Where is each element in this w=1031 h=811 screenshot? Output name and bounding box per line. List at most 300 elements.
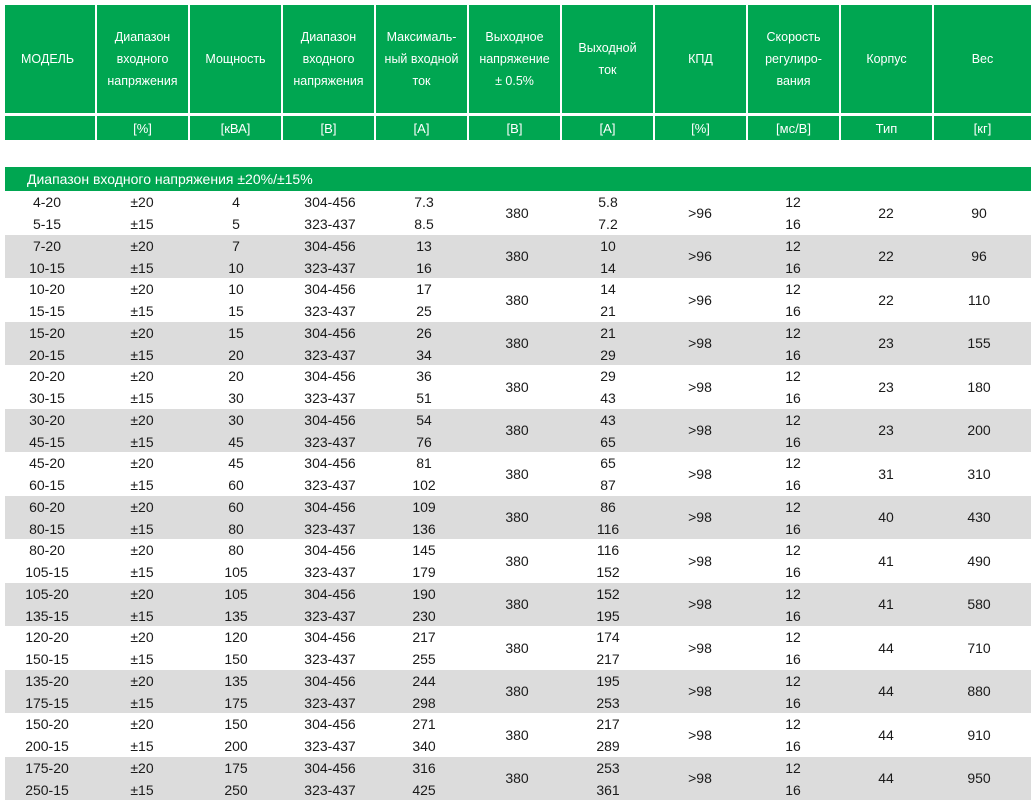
cell-vin-line: 323-437: [304, 216, 356, 232]
cell-iout: [578, 713, 638, 757]
column-unit-range: [%]: [97, 116, 188, 140]
cell-range: [102, 322, 182, 366]
cell-iout-line: 152: [596, 564, 620, 580]
cell-model: [2, 235, 92, 279]
cell-iout: [578, 496, 638, 540]
cell-case: 22: [878, 248, 894, 265]
cell-speed-line: 12: [785, 194, 801, 210]
cell-iout-line: 174: [596, 629, 620, 645]
cell-imax-line: 316: [412, 759, 436, 776]
cell-imax: [394, 496, 454, 540]
cell-iout-line: 43: [600, 390, 616, 406]
cell-model: [2, 365, 92, 409]
table-header: [0, 0, 1031, 146]
cell-eff: >98: [688, 509, 712, 526]
column-unit-weight: [кг]: [934, 116, 1031, 140]
cell-weight: 950: [967, 770, 991, 787]
cell-iout-line: 5.8: [598, 194, 618, 210]
cell-imax: [394, 670, 454, 714]
cell-iout-line: 253: [596, 694, 620, 711]
cell-power-line: 30: [228, 411, 244, 428]
cell-model: [2, 452, 92, 496]
cell-eff: >96: [688, 248, 712, 265]
cell-imax: [394, 191, 454, 235]
cell-vin: [280, 670, 380, 714]
table-row: [5, 191, 1031, 235]
table-row: [5, 235, 1031, 279]
cell-vin-line: 304-456: [304, 281, 356, 297]
cell-speed: [758, 278, 828, 322]
cell-power-line: 120: [224, 629, 248, 645]
column-header-label-line: ± 0.5%: [495, 74, 534, 88]
cell-range: [102, 539, 182, 583]
cell-vin-line: 304-456: [304, 759, 356, 776]
cell-model: [2, 583, 92, 627]
cell-range-line: ±15: [130, 390, 154, 406]
cell-speed-line: 16: [785, 433, 801, 450]
column-header-iout: [562, 5, 653, 113]
cell-vin-line: 304-456: [304, 411, 356, 428]
cell-model: [2, 409, 92, 453]
cell-range: [102, 191, 182, 235]
cell-model: [2, 713, 92, 757]
cell-vin-line: 323-437: [304, 477, 356, 493]
cell-model-line: 150-15: [25, 651, 69, 667]
cell-iout: [578, 278, 638, 322]
cell-iout-line: 29: [600, 346, 616, 363]
cell-power-line: 15: [228, 324, 244, 341]
table-row: [5, 452, 1031, 496]
cell-model: [2, 670, 92, 714]
cell-range-line: ±20: [130, 324, 154, 341]
cell-power-line: 150: [224, 716, 248, 732]
cell-iout: [578, 626, 638, 670]
cell-iout: [578, 322, 638, 366]
cell-imax-line: 51: [416, 390, 432, 406]
cell-iout-line: 86: [600, 498, 616, 515]
cell-imax: [394, 757, 454, 801]
cell-range-line: ±20: [130, 716, 154, 732]
cell-speed-line: 12: [785, 455, 801, 471]
cell-power: [201, 452, 271, 496]
cell-vout: 380: [505, 509, 529, 526]
cell-weight: 310: [967, 465, 991, 482]
column-header-model: [5, 5, 95, 113]
cell-range-line: ±20: [130, 629, 154, 645]
column-header-speed: [748, 5, 839, 113]
column-header-label-line: Вес: [971, 52, 994, 66]
cell-imax-line: 36: [416, 368, 432, 384]
cell-iout-line: 195: [596, 672, 620, 689]
cell-imax-line: 7.3: [414, 194, 434, 210]
cell-range: [102, 757, 182, 801]
cell-weight: 180: [967, 378, 991, 395]
table-row: [5, 670, 1031, 714]
cell-weight: 880: [967, 683, 991, 700]
cell-speed: [758, 191, 828, 235]
cell-case: 31: [878, 465, 894, 482]
column-header-label-line: вания: [776, 74, 811, 88]
cell-range: [102, 235, 182, 279]
cell-imax-line: 34: [416, 346, 432, 363]
cell-iout-line: 217: [596, 716, 620, 732]
table-row: [5, 713, 1031, 757]
cell-power: [201, 670, 271, 714]
cell-eff: >96: [688, 204, 712, 221]
cell-case: 44: [878, 770, 894, 787]
cell-range: [102, 365, 182, 409]
cell-case: 44: [878, 683, 894, 700]
cell-vin: [280, 539, 380, 583]
cell-vout: 380: [505, 422, 529, 439]
cell-vin: [280, 409, 380, 453]
cell-vout: 380: [505, 204, 529, 221]
cell-model-line: 30-15: [29, 390, 65, 406]
cell-iout: [578, 539, 638, 583]
cell-range: [102, 278, 182, 322]
cell-vin-line: 323-437: [304, 520, 356, 537]
cell-model: [2, 278, 92, 322]
cell-vin-line: 304-456: [304, 629, 356, 645]
cell-power-line: 80: [228, 542, 244, 558]
cell-speed-line: 12: [785, 237, 801, 254]
cell-vin-line: 323-437: [304, 433, 356, 450]
column-header-eff: [655, 5, 746, 113]
cell-range-line: ±15: [130, 520, 154, 537]
cell-power-line: 135: [224, 607, 248, 624]
column-header-case: [841, 5, 932, 113]
cell-speed: [758, 452, 828, 496]
cell-model-line: 150-20: [25, 716, 69, 732]
cell-imax: [394, 322, 454, 366]
cell-speed-line: 12: [785, 629, 801, 645]
cell-power-line: 30: [228, 390, 244, 406]
section-title: Диапазон входного напряжения ±20%/±15%: [5, 167, 1031, 191]
cell-power: [201, 278, 271, 322]
column-header-label-line: Выходное: [485, 30, 544, 44]
cell-model-line: 135-15: [25, 607, 69, 624]
cell-weight: 490: [967, 552, 991, 569]
table-row: [5, 626, 1031, 670]
cell-imax-line: 425: [412, 781, 436, 798]
cell-iout: [578, 365, 638, 409]
cell-eff: >98: [688, 422, 712, 439]
cell-vin-line: 323-437: [304, 738, 356, 754]
cell-speed-line: 16: [785, 651, 801, 667]
cell-vin: [280, 365, 380, 409]
column-header-label-line: напряжение: [479, 52, 550, 66]
cell-power-line: 20: [228, 368, 244, 384]
cell-model-line: 60-15: [29, 477, 65, 493]
cell-power-line: 60: [228, 477, 244, 493]
cell-weight: 96: [971, 248, 987, 265]
cell-imax: [394, 235, 454, 279]
cell-power: [201, 191, 271, 235]
cell-speed-line: 16: [785, 607, 801, 624]
column-header-label-line: напряжения: [293, 74, 364, 88]
cell-speed-line: 16: [785, 520, 801, 537]
cell-imax: [394, 713, 454, 757]
cell-power-line: 15: [228, 303, 244, 319]
cell-power-line: 105: [224, 564, 248, 580]
cell-imax: [394, 452, 454, 496]
cell-vin-line: 304-456: [304, 237, 356, 254]
cell-range-line: ±20: [130, 411, 154, 428]
cell-imax-line: 102: [412, 477, 436, 493]
cell-vout: 380: [505, 596, 529, 613]
cell-speed: [758, 365, 828, 409]
cell-vin: [280, 452, 380, 496]
cell-model: [2, 191, 92, 235]
cell-weight: 910: [967, 726, 991, 743]
cell-vin-line: 304-456: [304, 498, 356, 515]
cell-model-line: 30-20: [29, 411, 65, 428]
cell-speed: [758, 496, 828, 540]
cell-vin: [280, 322, 380, 366]
cell-range-line: ±20: [130, 585, 154, 602]
cell-speed-line: 12: [785, 759, 801, 776]
cell-model: [2, 539, 92, 583]
cell-power-line: 20: [228, 346, 244, 363]
column-header-label-line: входного: [302, 52, 355, 66]
cell-vin-line: 323-437: [304, 607, 356, 624]
cell-speed-line: 12: [785, 498, 801, 515]
column-header-label-line: Выходной: [578, 41, 637, 55]
cell-speed-line: 16: [785, 390, 801, 406]
cell-vin-line: 323-437: [304, 346, 356, 363]
column-header-range: [97, 5, 188, 113]
cell-model: [2, 757, 92, 801]
cell-vout: 380: [505, 639, 529, 656]
cell-imax-line: 298: [412, 694, 436, 711]
cell-speed-line: 16: [785, 303, 801, 319]
cell-vout: 380: [505, 726, 529, 743]
cell-iout: [578, 583, 638, 627]
cell-iout-line: 152: [596, 585, 620, 602]
cell-range-line: ±15: [130, 607, 154, 624]
cell-imax: [394, 583, 454, 627]
cell-iout-line: 29: [600, 368, 616, 384]
cell-vin: [280, 713, 380, 757]
cell-case: 40: [878, 509, 894, 526]
table-row: [5, 539, 1031, 583]
cell-speed: [758, 322, 828, 366]
cell-model-line: 20-15: [29, 346, 65, 363]
column-header-label-line: Скорость: [766, 30, 821, 44]
cell-vin-line: 323-437: [304, 390, 356, 406]
cell-speed: [758, 235, 828, 279]
column-unit-vin: [В]: [283, 116, 374, 140]
column-header-label-line: входного: [116, 52, 169, 66]
cell-power: [201, 322, 271, 366]
cell-range-line: ±15: [130, 216, 154, 232]
cell-vin: [280, 191, 380, 235]
cell-power-line: 200: [224, 738, 248, 754]
cell-weight: 155: [967, 335, 991, 352]
cell-speed-line: 16: [785, 781, 801, 798]
cell-weight: 200: [967, 422, 991, 439]
cell-vin: [280, 278, 380, 322]
column-header-label-line: напряжения: [107, 74, 178, 88]
cell-vin-line: 304-456: [304, 716, 356, 732]
cell-imax-line: 81: [416, 455, 432, 471]
cell-speed-line: 16: [785, 738, 801, 754]
cell-power: [201, 583, 271, 627]
cell-speed: [758, 713, 828, 757]
cell-iout-line: 10: [600, 237, 616, 254]
cell-vin-line: 304-456: [304, 585, 356, 602]
cell-model-line: 45-20: [29, 455, 65, 471]
cell-case: 23: [878, 422, 894, 439]
cell-weight: 580: [967, 596, 991, 613]
cell-speed-line: 16: [785, 216, 801, 232]
column-header-imax: [376, 5, 467, 113]
cell-imax-line: 25: [416, 303, 432, 319]
cell-weight: 110: [967, 291, 991, 308]
cell-speed-line: 12: [785, 585, 801, 602]
cell-vin-line: 323-437: [304, 651, 356, 667]
cell-power-line: 105: [224, 585, 248, 602]
column-header-label-line: ный входной: [384, 52, 459, 66]
column-header-label-line: Мощность: [205, 52, 266, 66]
cell-range: [102, 670, 182, 714]
cell-range-line: ±15: [130, 651, 154, 667]
cell-vout: 380: [505, 770, 529, 787]
cell-eff: >98: [688, 465, 712, 482]
cell-speed-line: 12: [785, 716, 801, 732]
cell-vout: 380: [505, 335, 529, 352]
cell-imax-line: 109: [412, 498, 436, 515]
cell-range: [102, 409, 182, 453]
column-header-label-line: ток: [598, 63, 617, 77]
column-unit-iout: [А]: [562, 116, 653, 140]
cell-iout-line: 195: [596, 607, 620, 624]
cell-eff: >98: [688, 639, 712, 656]
column-header-label-line: Диапазон: [114, 30, 171, 44]
cell-imax-line: 16: [416, 259, 432, 276]
cell-model-line: 175-15: [25, 694, 69, 711]
cell-range: [102, 583, 182, 627]
cell-vin-line: 323-437: [304, 694, 356, 711]
cell-vin-line: 323-437: [304, 564, 356, 580]
cell-range-line: ±20: [130, 194, 154, 210]
cell-vout: 380: [505, 291, 529, 308]
cell-model: [2, 496, 92, 540]
cell-power: [201, 235, 271, 279]
cell-model-line: 4-20: [32, 194, 62, 210]
cell-vin-line: 304-456: [304, 324, 356, 341]
table-row: [5, 409, 1031, 453]
column-header-label-line: Максималь-: [386, 30, 457, 44]
column-unit-vout: [В]: [469, 116, 560, 140]
cell-range-line: ±20: [130, 281, 154, 297]
cell-vin-line: 323-437: [304, 259, 356, 276]
column-header-label-line: Корпус: [866, 52, 907, 66]
cell-eff: >98: [688, 378, 712, 395]
cell-speed-line: 12: [785, 281, 801, 297]
cell-vin-line: 323-437: [304, 303, 356, 319]
cell-model-line: 120-20: [25, 629, 69, 645]
cell-imax-line: 13: [416, 237, 432, 254]
cell-eff: >98: [688, 770, 712, 787]
cell-vout: 380: [505, 552, 529, 569]
column-header-label-line: регулиро-: [765, 52, 822, 66]
cell-speed-line: 12: [785, 368, 801, 384]
cell-range-line: ±15: [130, 477, 154, 493]
table-row: [5, 757, 1031, 801]
cell-power-line: 10: [228, 281, 244, 297]
cell-model-line: 105-20: [25, 585, 69, 602]
cell-iout-line: 116: [596, 520, 620, 537]
cell-power-line: 80: [228, 520, 244, 537]
cell-power: [201, 626, 271, 670]
cell-vout: 380: [505, 465, 529, 482]
cell-power-line: 5: [232, 216, 240, 232]
cell-imax-line: 217: [412, 629, 436, 645]
cell-speed-line: 16: [785, 694, 801, 711]
table-row: [5, 583, 1031, 627]
column-unit-eff: [%]: [655, 116, 746, 140]
cell-power: [201, 409, 271, 453]
cell-power: [201, 496, 271, 540]
cell-model-line: 60-20: [29, 498, 65, 515]
cell-iout: [578, 757, 638, 801]
cell-speed-line: 16: [785, 346, 801, 363]
cell-case: 23: [878, 378, 894, 395]
cell-speed: [758, 757, 828, 801]
cell-power-line: 175: [224, 694, 248, 711]
column-header-power: [190, 5, 281, 113]
cell-model-line: 7-20: [32, 237, 62, 254]
cell-range: [102, 496, 182, 540]
cell-model-line: 200-15: [25, 738, 69, 754]
cell-imax-line: 76: [416, 433, 432, 450]
cell-range-line: ±20: [130, 237, 154, 254]
cell-eff: >98: [688, 683, 712, 700]
table-row: [5, 278, 1031, 322]
cell-range-line: ±20: [130, 368, 154, 384]
cell-case: 41: [878, 596, 894, 613]
cell-imax-line: 8.5: [414, 216, 434, 232]
cell-vin-line: 304-456: [304, 194, 356, 210]
cell-vout: 380: [505, 248, 529, 265]
column-header-label-line: Диапазон: [300, 30, 357, 44]
cell-power-line: 175: [224, 759, 248, 776]
cell-weight: 90: [971, 204, 987, 221]
cell-imax: [394, 626, 454, 670]
column-header-weight: [934, 5, 1031, 113]
cell-imax-line: 244: [412, 672, 436, 689]
cell-vin: [280, 496, 380, 540]
cell-power-line: 45: [228, 455, 244, 471]
cell-iout-line: 361: [596, 781, 620, 798]
column-unit-power: [кВА]: [190, 116, 281, 140]
cell-eff: >98: [688, 596, 712, 613]
cell-range-line: ±15: [130, 433, 154, 450]
cell-iout-line: 217: [596, 651, 620, 667]
cell-imax: [394, 539, 454, 583]
column-header-label-line: МОДЕЛЬ: [21, 52, 75, 66]
cell-case: 23: [878, 335, 894, 352]
cell-weight: 430: [967, 509, 991, 526]
cell-case: 22: [878, 291, 894, 308]
cell-speed: [758, 539, 828, 583]
cell-speed: [758, 626, 828, 670]
cell-model-line: 15-20: [29, 324, 65, 341]
cell-iout-line: 21: [600, 303, 616, 319]
cell-imax-line: 255: [412, 651, 436, 667]
cell-imax-line: 271: [412, 716, 436, 732]
